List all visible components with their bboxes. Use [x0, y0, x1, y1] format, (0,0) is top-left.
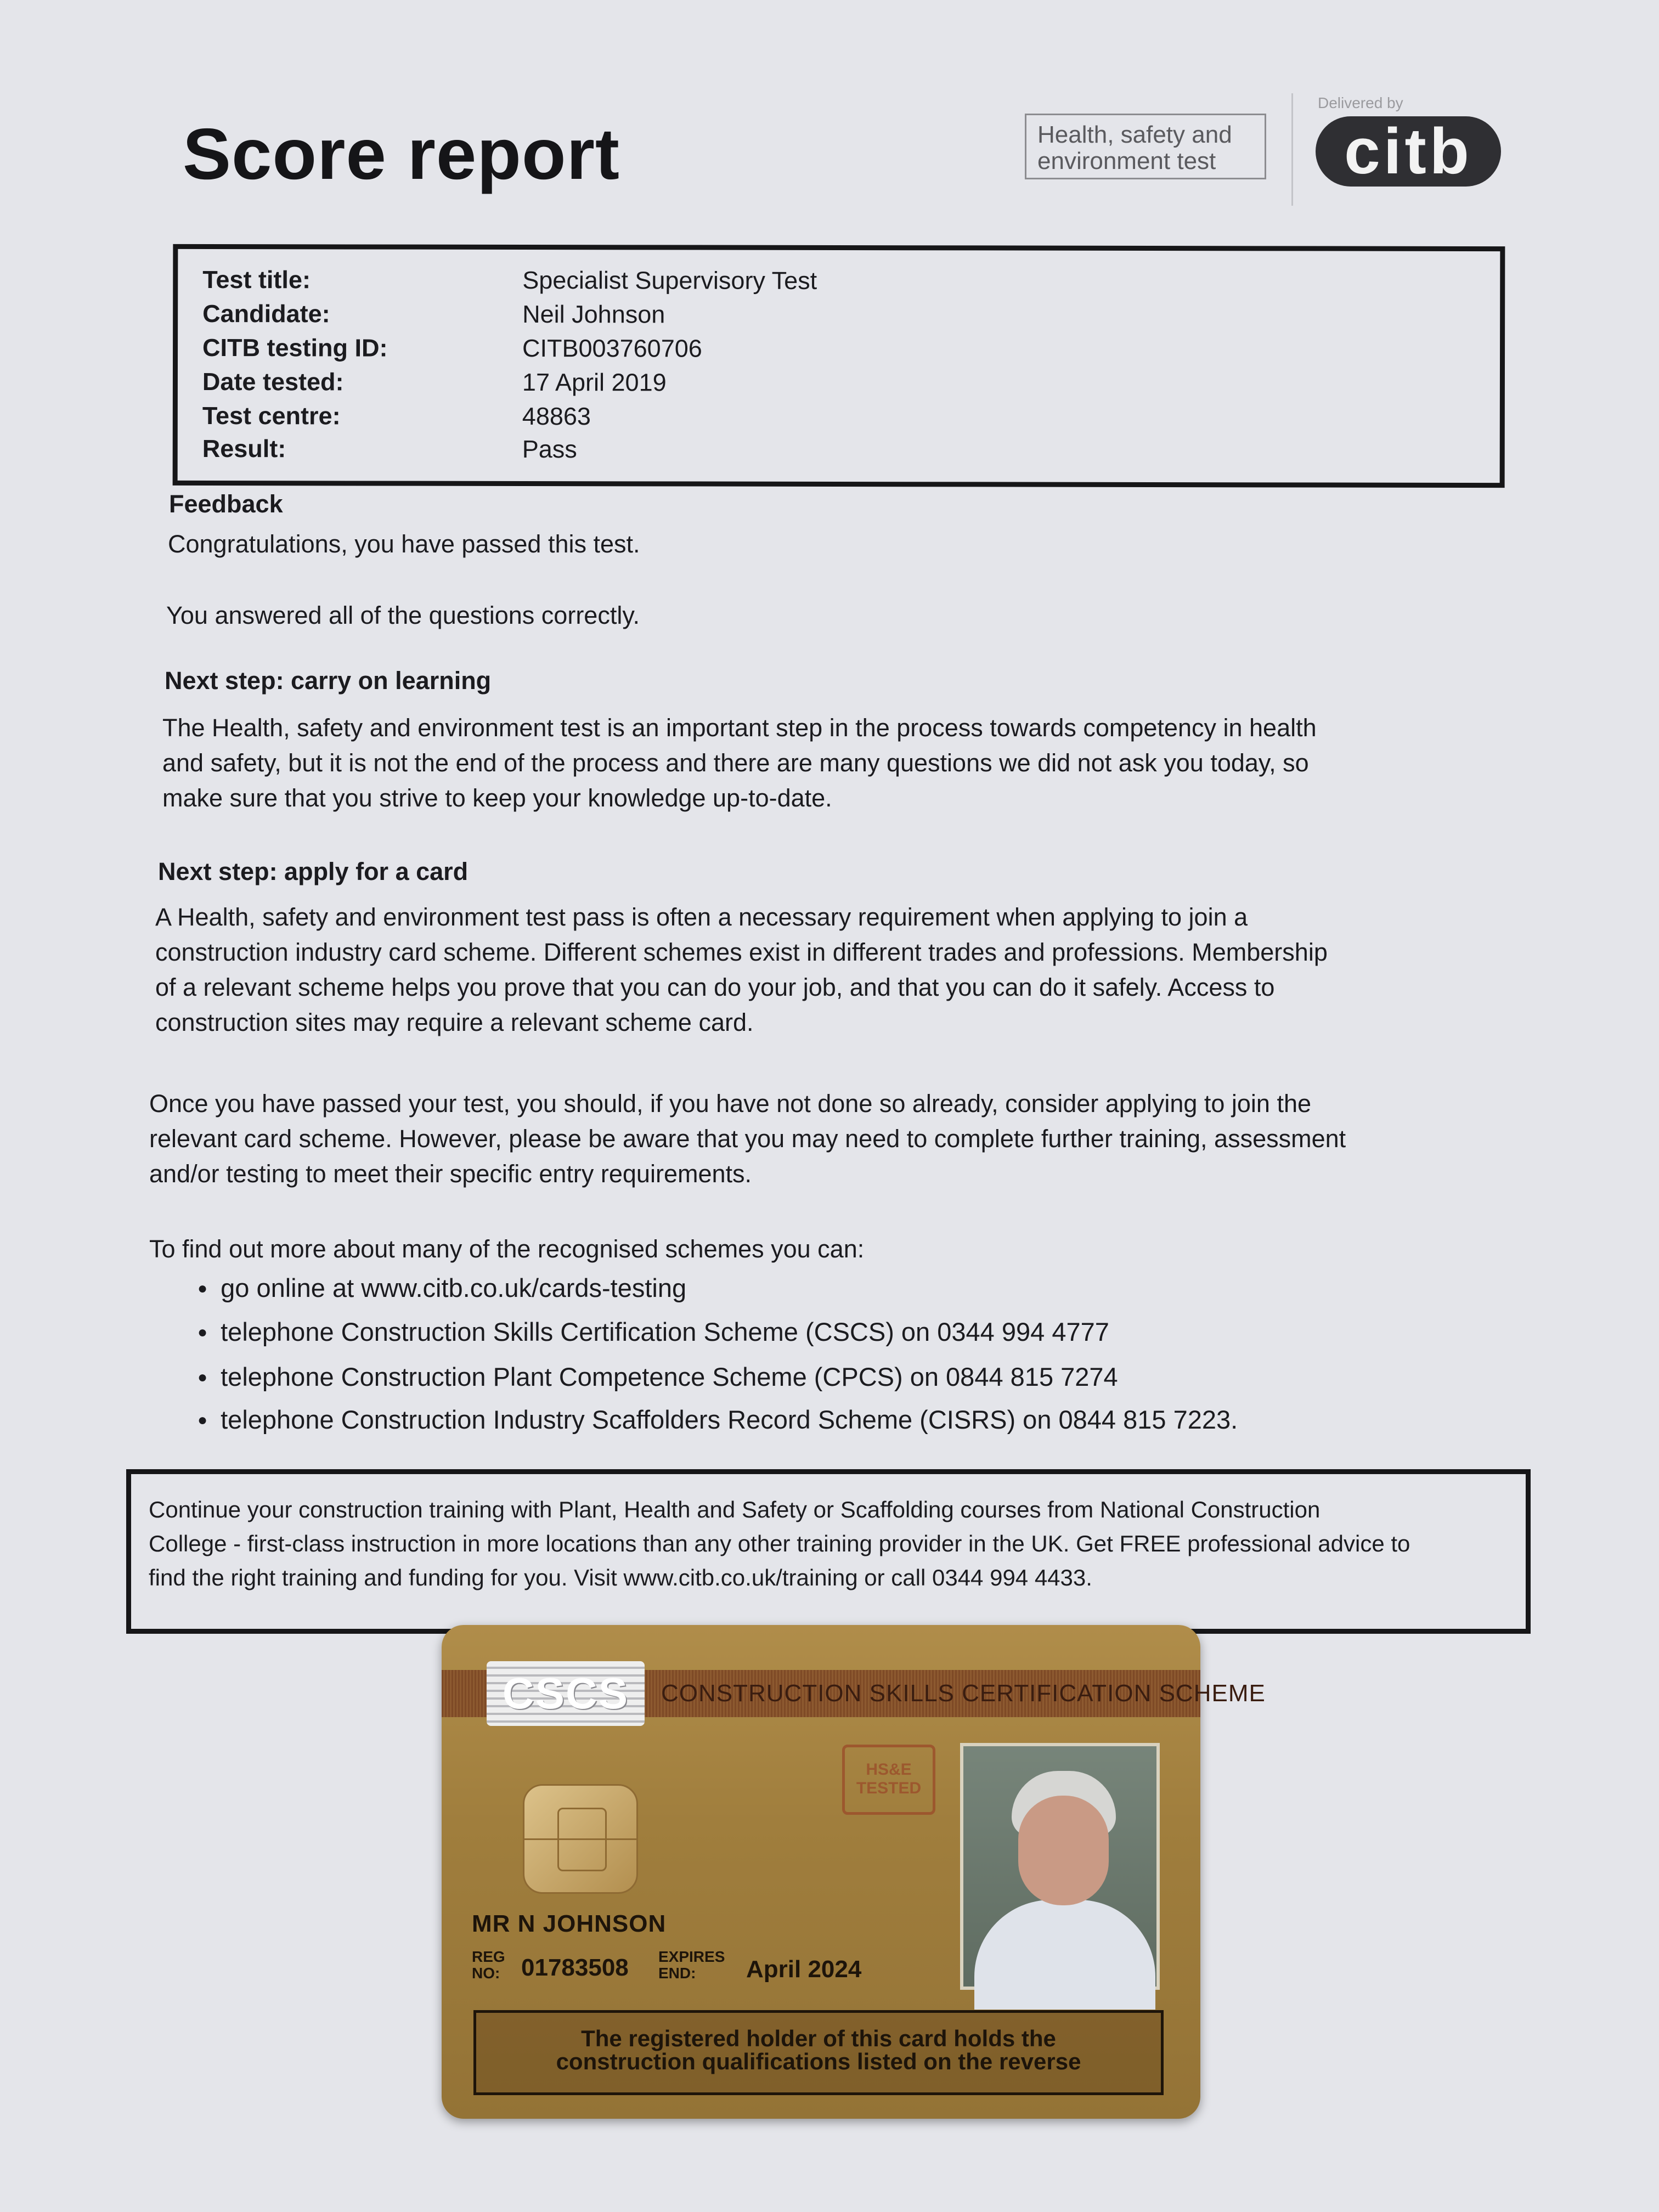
info-label: Date tested:	[202, 367, 344, 396]
citb-logo: citb	[1316, 116, 1501, 187]
apply-line: construction sites may require a relevant scheme card.	[155, 1008, 754, 1036]
info-value: Specialist Supervisory Test	[522, 266, 817, 295]
info-label: CITB testing ID:	[202, 333, 388, 362]
card-scheme-name: CONSTRUCTION SKILLS CERTIFICATION SCHEME	[661, 1680, 1266, 1707]
list-item: ● go online at www.citb.co.uk/cards-testing	[198, 1273, 686, 1303]
cscs-card	[442, 1625, 1266, 2119]
info-value: Neil Johnson	[522, 300, 665, 329]
list-item: ● telephone Construction Skills Certification Scheme (CSCS) on 0344 994 4777	[198, 1317, 1109, 1347]
info-value: CITB003760706	[522, 334, 702, 363]
footer-line: The registered holder of this card holds the	[581, 2025, 1056, 2051]
label-line: EXPIRES	[658, 1948, 725, 1965]
reg-no-label	[472, 1949, 505, 1982]
feedback-all-correct: You answered all of the questions correctly.	[166, 601, 640, 629]
header-divider	[1291, 93, 1293, 206]
test-info-box	[173, 244, 1505, 488]
footer-line: construction qualifications listed on the reverse	[556, 2049, 1081, 2074]
label-line: NO:	[472, 1965, 500, 1982]
promo-line: Continue your construction training with Plant, Health and Safety or Scaffolding courses from National Construction	[149, 1497, 1321, 1522]
apply-line: relevant card scheme. However, please be aware that you may need to complete further training, assessment	[149, 1125, 1346, 1153]
schemes-intro: To find out more about many of the recognised schemes you can:	[149, 1235, 865, 1263]
list-item: ● telephone Construction Industry Scaffolders Record Scheme (CISRS) on 0844 815 7223.	[198, 1404, 1238, 1435]
hse-badge-line-2: environment test	[1037, 148, 1216, 174]
info-value: Pass	[522, 435, 577, 464]
info-label: Test centre:	[202, 401, 341, 430]
label-line: REG	[472, 1948, 505, 1965]
holder-photo	[960, 1743, 1160, 1990]
page-title: Score report	[183, 114, 620, 194]
apply-card-paragraph-1	[155, 900, 1328, 1040]
apply-line: A Health, safety and environment test pass is often a necessary requirement when applying to join a	[155, 903, 1248, 931]
apply-line: Once you have passed your test, you should, if you have not done so already, consider applying to join the	[149, 1090, 1312, 1118]
promo-line: find the right training and funding for you. Visit www.citb.co.uk/training or call 0344 994 4433.	[149, 1565, 1092, 1590]
badge-line: HS&E	[866, 1760, 912, 1779]
label-line: END:	[658, 1965, 696, 1982]
promo-line: College - first-class instruction in more locations than any other training provider in the UK. Get FREE professional advice to	[149, 1531, 1410, 1556]
card-chip-icon	[523, 1784, 638, 1894]
info-value: 48863	[522, 402, 591, 431]
badge-line: TESTED	[856, 1779, 922, 1797]
list-item: ● telephone Construction Plant Competence Scheme (CPCS) on 0844 815 7274	[198, 1362, 1118, 1392]
info-value: 17 April 2019	[522, 368, 667, 397]
feedback-congrats: Congratulations, you have passed this test.	[168, 530, 640, 558]
reg-no-value: 01783508	[521, 1954, 629, 1981]
learning-heading: Next step: carry on learning	[165, 667, 492, 695]
apply-card-paragraph-2	[149, 1086, 1346, 1192]
learning-paragraph	[162, 710, 1317, 816]
learning-line: make sure that you strive to keep your knowledge up-to-date.	[162, 784, 832, 812]
card-holder-name: MR N JOHNSON	[472, 1910, 667, 1937]
training-promo-box	[126, 1469, 1531, 1634]
info-label: Candidate:	[202, 299, 330, 328]
info-label: Test title:	[202, 265, 311, 294]
hse-tested-badge	[842, 1745, 935, 1815]
apply-card-heading: Next step: apply for a card	[158, 857, 469, 885]
cscs-logo: CSCS	[487, 1661, 645, 1726]
expires-value: April 2024	[746, 1956, 862, 1983]
card-footer-note	[473, 2010, 1164, 2095]
apply-line: of a relevant scheme helps you prove that you can do your job, and that you can do it safely. Access to	[155, 973, 1275, 1001]
expires-label	[658, 1949, 725, 1982]
delivered-by-label: Delivered by	[1318, 94, 1403, 111]
apply-line: construction industry card scheme. Different schemes exist in different trades and professions. Membership	[155, 938, 1328, 966]
info-label: Result:	[202, 434, 286, 463]
apply-line: and/or testing to meet their specific entry requirements.	[149, 1160, 752, 1188]
feedback-heading: Feedback	[169, 490, 283, 518]
hse-test-badge	[1025, 114, 1266, 179]
hse-badge-line-1: Health, safety and	[1037, 121, 1232, 148]
learning-line: and safety, but it is not the end of the process and there are many questions we did not ask you today, so	[162, 749, 1309, 777]
learning-line: The Health, safety and environment test is an important step in the process towards competency in health	[162, 714, 1317, 742]
